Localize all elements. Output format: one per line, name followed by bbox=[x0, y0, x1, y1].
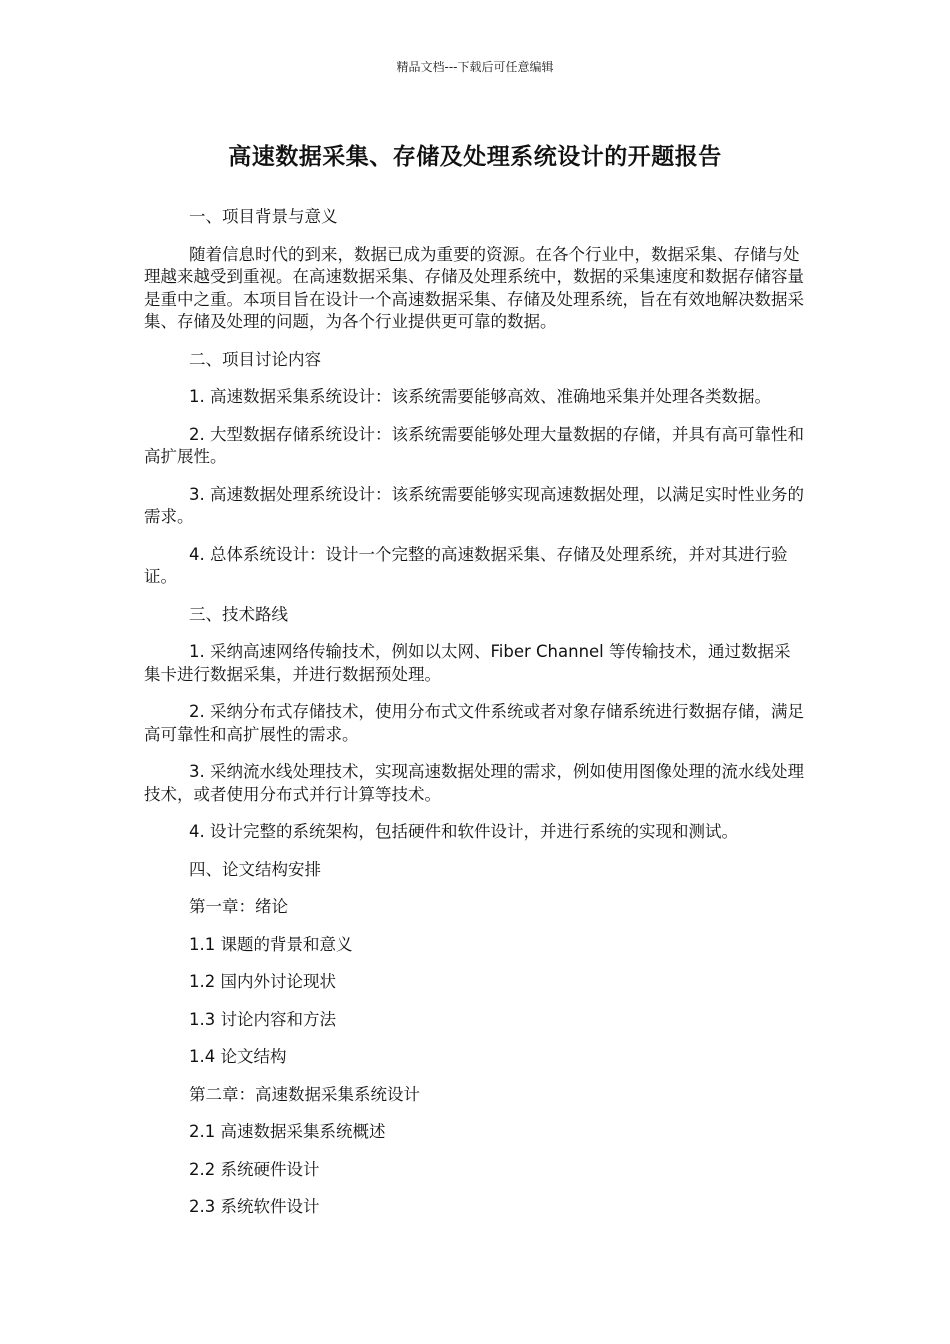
document-title: 高速数据采集、存储及处理系统设计的开题报告 bbox=[228, 144, 722, 170]
header-note: 精品文档---下载后可任意编辑 bbox=[396, 60, 554, 74]
list-item: 4. 总体系统设计：设计一个完整的高速数据采集、存储及处理系统，并对其进行验证。 bbox=[144, 544, 788, 586]
list-item: 1. 高速数据采集系统设计：该系统需要能够高效、准确地采集并处理各类数据。 bbox=[189, 387, 771, 406]
section-heading: 四、论文结构安排 bbox=[189, 859, 321, 879]
section-heading: 一、项目背景与意义 bbox=[189, 207, 338, 226]
toc-item: 1.2 国内外讨论现状 bbox=[189, 972, 336, 991]
toc-item: 2.1 高速数据采集系统概述 bbox=[189, 1122, 386, 1141]
document-body bbox=[144, 206, 804, 1234]
chapter-heading: 第一章：绪论 bbox=[189, 897, 288, 916]
toc-item: 2.2 系统硬件设计 bbox=[189, 1159, 320, 1179]
toc-item: 1.3 讨论内容和方法 bbox=[189, 1009, 336, 1029]
paragraph: 随着信息时代的到来，数据已成为重要的资源。在各个行业中，数据采集、存储与处理越来越受到重视。在高速数据采集、存储及处理系统中，数据的采集速度和数据存储容量是重中之重。本项目旨在设计一个高速数据采集、存储及处理系统，旨在有效地解决数据采集、存储及处理的问题，为各个行业提供更可靠的数据。 bbox=[144, 244, 804, 331]
list-item: 1. 采纳高速网络传输技术，例如以太网、Fiber Channel 等传输技术，通过数据采集卡进行数据采集，并进行数据预处理。 bbox=[144, 642, 791, 684]
section-heading: 二、项目讨论内容 bbox=[189, 349, 321, 369]
section-heading: 三、技术路线 bbox=[189, 604, 288, 624]
list-item: 2. 大型数据存储系统设计：该系统需要能够处理大量数据的存储，并具有高可靠性和高扩展性。 bbox=[144, 424, 804, 466]
chapter-heading: 第二章：高速数据采集系统设计 bbox=[189, 1084, 420, 1104]
toc-item: 1.1 课题的背景和意义 bbox=[189, 934, 353, 954]
list-item: 2. 采纳分布式存储技术，使用分布式文件系统或者对象存储系统进行数据存储，满足高可靠性和高扩展性的需求。 bbox=[144, 702, 804, 744]
toc-item: 2.3 系统软件设计 bbox=[189, 1197, 320, 1216]
list-item: 3. 高速数据处理系统设计：该系统需要能够实现高速数据处理，以满足实时性业务的需求。 bbox=[144, 484, 804, 526]
list-item: 4. 设计完整的系统架构，包括硬件和软件设计，并进行系统的实现和测试。 bbox=[189, 822, 738, 841]
toc-item: 1.4 论文结构 bbox=[189, 1047, 287, 1066]
list-item: 3. 采纳流水线处理技术，实现高速数据处理的需求，例如使用图像处理的流水线处理技术，或者使用分布式并行计算等技术。 bbox=[144, 762, 804, 804]
